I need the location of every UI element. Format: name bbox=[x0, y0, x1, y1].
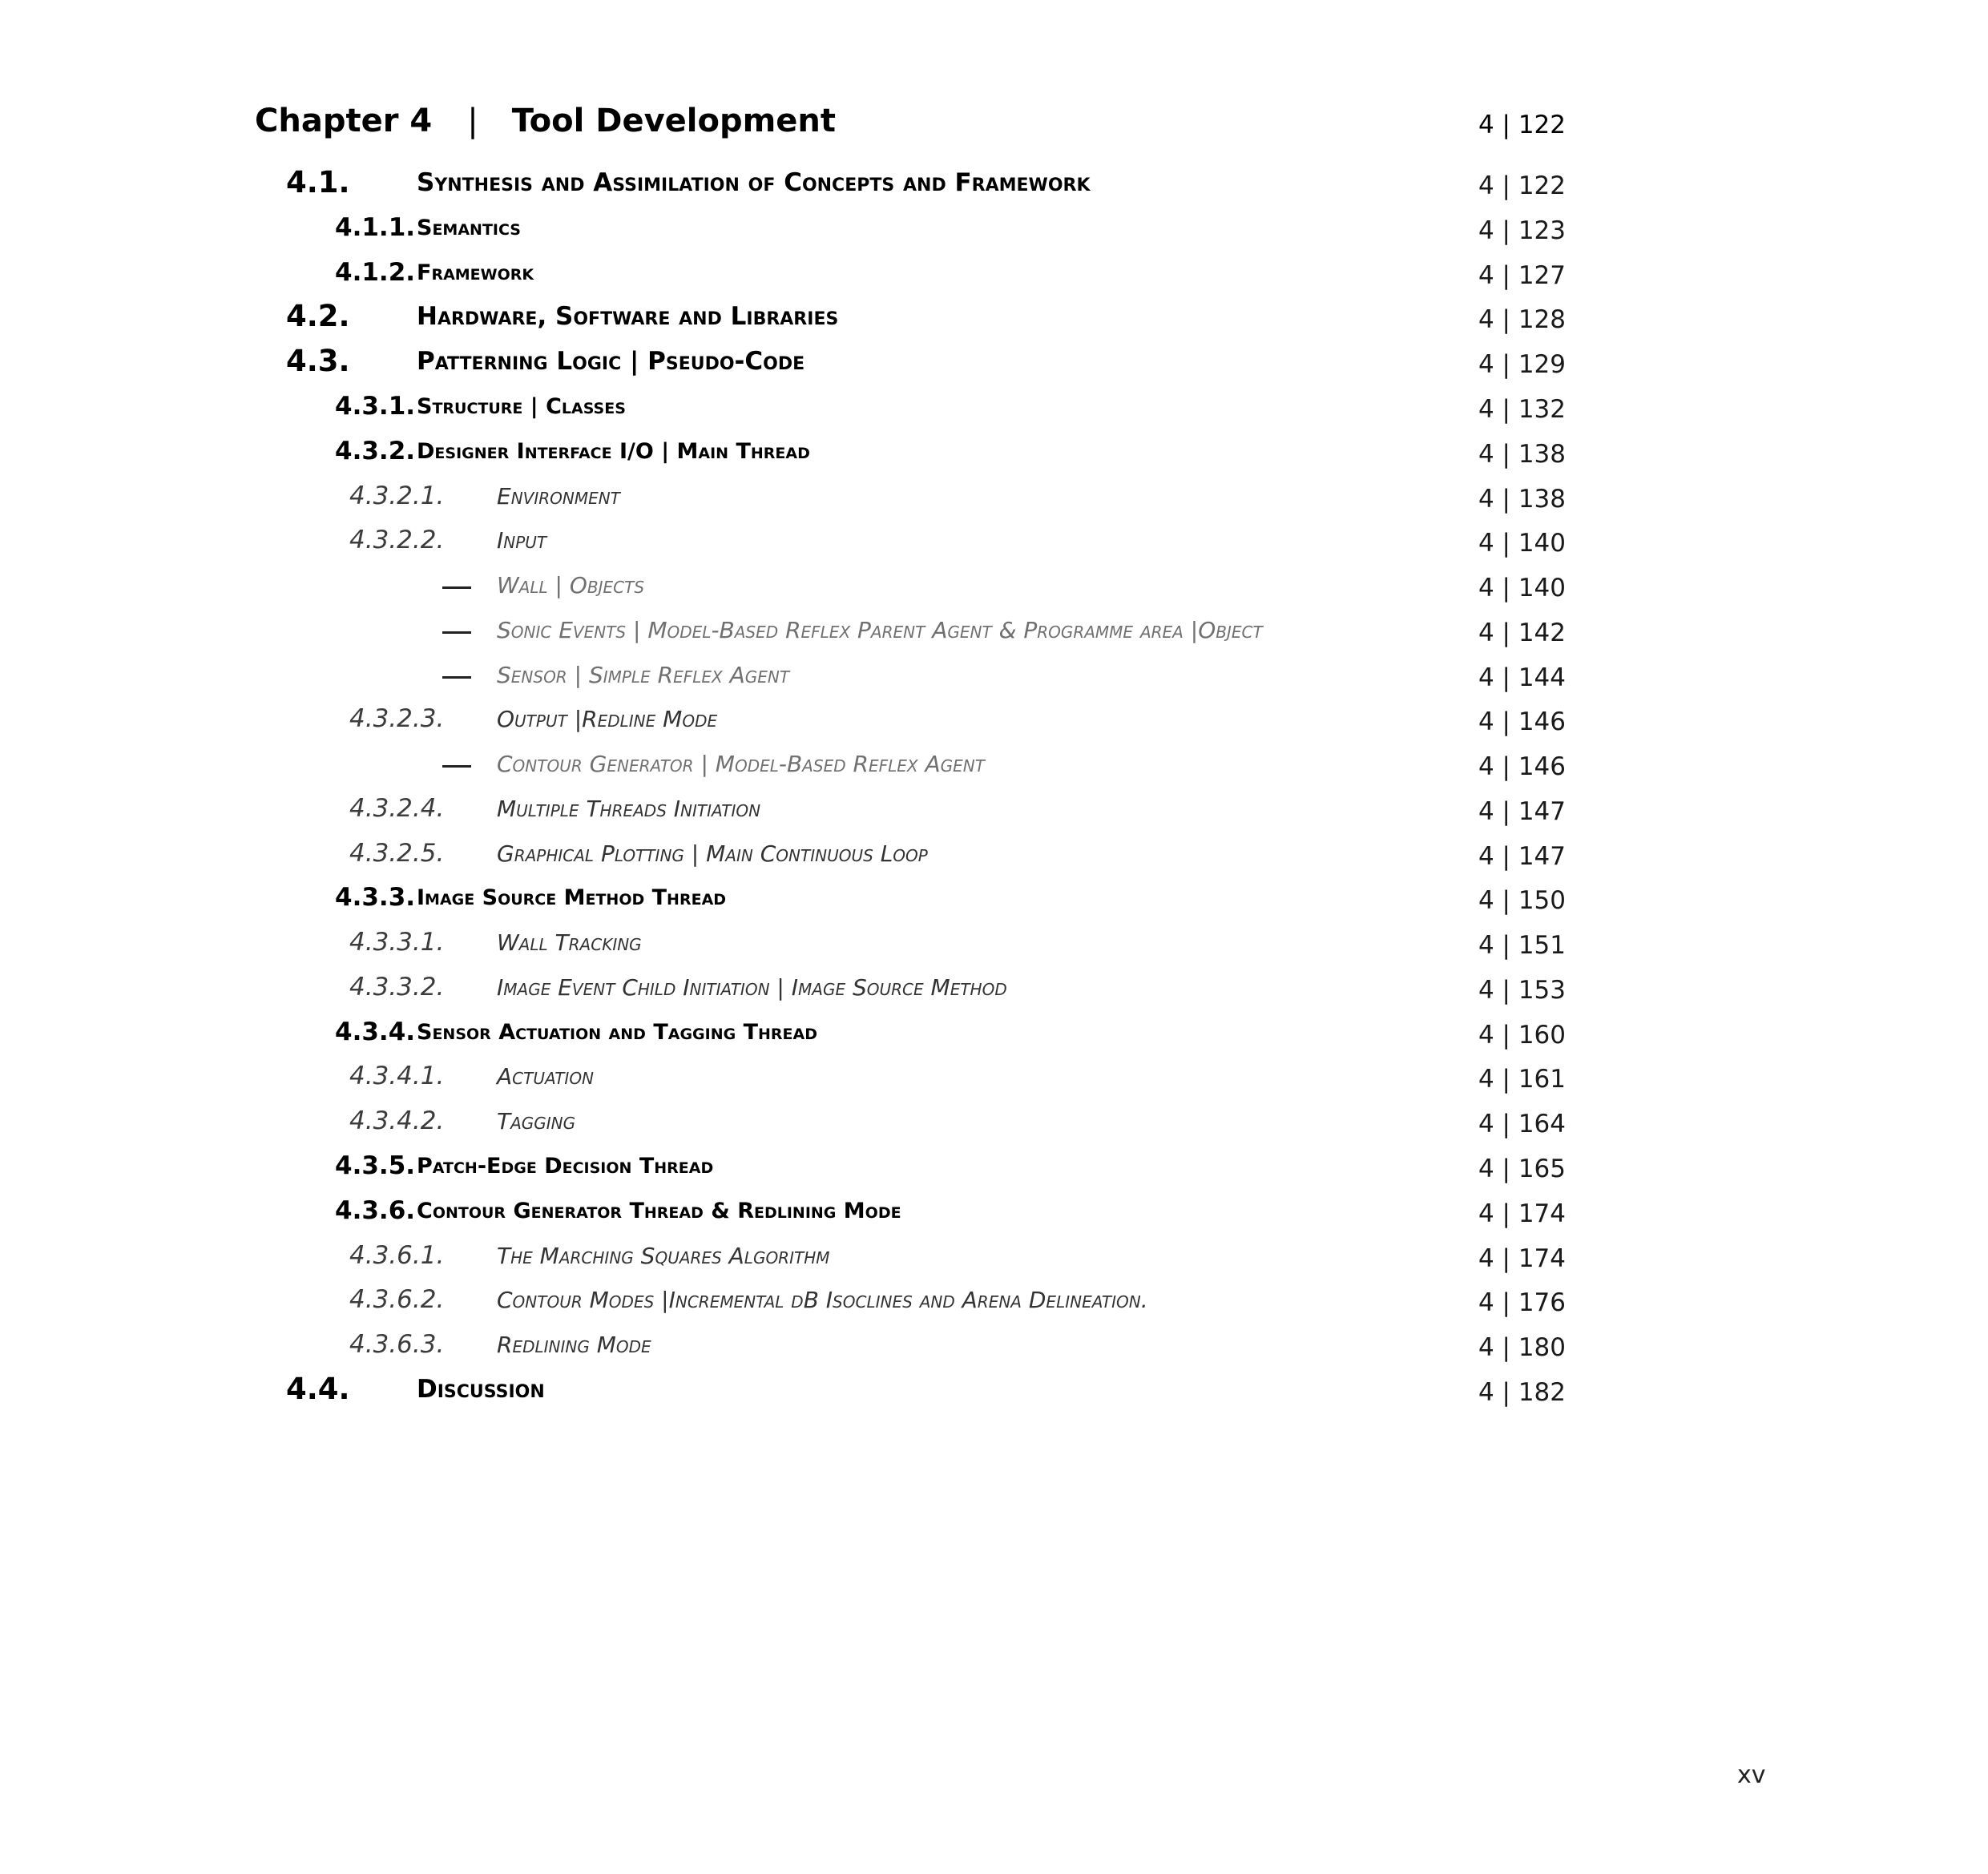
toc-entry-page: 4 | 144 bbox=[1478, 663, 1566, 692]
toc-entry-number: 4.1. bbox=[286, 165, 350, 199]
toc-entry-page: 4 | 122 bbox=[1478, 171, 1566, 200]
toc-entry-number: 4.3.6.2. bbox=[349, 1285, 445, 1314]
toc-entry[interactable] bbox=[0, 300, 1566, 341]
toc-entry-page: 4 | 182 bbox=[1478, 1378, 1566, 1407]
toc-entry-number: 4.3.2.5. bbox=[349, 839, 445, 868]
toc-entry[interactable] bbox=[0, 1328, 1566, 1368]
toc-entry-number: 4.3.6.1. bbox=[349, 1241, 445, 1270]
toc-entry[interactable] bbox=[0, 659, 1566, 699]
toc-entry-title: Graphical Plotting | Main Continuous Loop bbox=[497, 840, 928, 867]
toc-entry-title: The Marching Squares Algorithm bbox=[497, 1243, 830, 1269]
toc-entry-page: 4 | 127 bbox=[1478, 261, 1566, 290]
toc-entry-page: 4 | 174 bbox=[1478, 1244, 1566, 1273]
toc-entry[interactable] bbox=[0, 881, 1566, 921]
toc-entry-number: 4.3.3.2. bbox=[349, 973, 445, 1001]
chapter-title bbox=[255, 103, 836, 139]
toc-entry-page: 4 | 140 bbox=[1478, 574, 1566, 603]
toc-entry-page: 4 | 176 bbox=[1478, 1288, 1566, 1317]
toc-entry[interactable] bbox=[0, 748, 1566, 788]
toc-entry-number: 4.3.6.3. bbox=[349, 1330, 445, 1359]
toc-entry-page: 4 | 161 bbox=[1478, 1065, 1566, 1094]
toc-entry-page: 4 | 147 bbox=[1478, 842, 1566, 871]
toc-entry-number: 4.3.2.2. bbox=[349, 526, 445, 554]
toc-entry[interactable] bbox=[0, 703, 1566, 743]
toc-entry[interactable] bbox=[0, 1284, 1566, 1324]
toc-entry-page: 4 | 129 bbox=[1478, 350, 1566, 379]
chapter-page-ref: 4 | 122 bbox=[1478, 111, 1566, 139]
toc-entry[interactable] bbox=[0, 1373, 1566, 1413]
toc-entry[interactable] bbox=[0, 1060, 1566, 1100]
toc-entry[interactable] bbox=[0, 971, 1566, 1011]
toc-entry-title: Wall Tracking bbox=[497, 929, 642, 956]
toc-entry-number: 4.1.2. bbox=[335, 258, 416, 287]
toc-entry-number: 4.3.4.1. bbox=[349, 1062, 445, 1090]
chapter-name: Tool Development bbox=[511, 103, 837, 139]
chapter-separator: | bbox=[467, 103, 478, 139]
toc-entry-page: 4 | 160 bbox=[1478, 1021, 1566, 1050]
toc-entry-title: Patterning Logic | Pseudo-Code bbox=[417, 347, 805, 376]
toc-entry-page: 4 | 123 bbox=[1478, 216, 1566, 245]
toc-entry-title: Framework bbox=[417, 260, 534, 285]
toc-entry[interactable] bbox=[0, 1150, 1566, 1190]
page-number: xv bbox=[1737, 1761, 1766, 1789]
toc-entry[interactable] bbox=[0, 1195, 1566, 1235]
toc-entry-page: 4 | 140 bbox=[1478, 529, 1566, 558]
toc-entry[interactable] bbox=[0, 926, 1566, 966]
toc-entry[interactable] bbox=[0, 1239, 1566, 1280]
em-dash-bullet-icon bbox=[442, 631, 471, 634]
chapter-heading bbox=[255, 103, 1566, 151]
chapter-label: Chapter 4 bbox=[255, 103, 433, 139]
toc-entry-number: 4.3.2.3. bbox=[349, 704, 445, 733]
toc-entry-title: Designer Interface I/O | Main Thread bbox=[417, 439, 810, 464]
toc-entry-number: 4.3.5. bbox=[335, 1151, 416, 1180]
toc-entry-title: Input bbox=[497, 527, 547, 554]
toc-entry-number: 4.3.3. bbox=[335, 883, 416, 912]
toc-entry-title: Structure | Classes bbox=[417, 394, 626, 419]
toc-entry-number: 4.3. bbox=[286, 344, 350, 378]
toc-entry-page: 4 | 146 bbox=[1478, 752, 1566, 781]
toc-entry[interactable] bbox=[0, 256, 1566, 296]
toc-entry-title: Environment bbox=[497, 483, 620, 510]
toc-entry[interactable] bbox=[0, 435, 1566, 475]
toc-entry[interactable] bbox=[0, 837, 1566, 877]
toc-entry-title: Sensor Actuation and Tagging Thread bbox=[417, 1020, 818, 1045]
toc-entry-page: 4 | 153 bbox=[1478, 976, 1566, 1005]
toc-entry-number: 4.3.2. bbox=[335, 437, 416, 465]
toc-entry[interactable] bbox=[0, 212, 1566, 252]
toc-entry-number: 4.2. bbox=[286, 299, 350, 333]
toc-entry[interactable] bbox=[0, 345, 1566, 385]
toc-entry-title: Image Source Method Thread bbox=[417, 885, 727, 910]
toc-entry-title: Discussion bbox=[417, 1375, 545, 1404]
toc-entry-title: Tagging bbox=[497, 1108, 576, 1134]
toc-entry-page: 4 | 128 bbox=[1478, 305, 1566, 334]
em-dash-bullet-icon bbox=[442, 676, 471, 679]
toc-entry-number: 4.3.2.1. bbox=[349, 482, 445, 510]
toc-entry-number: 4.3.3.1. bbox=[349, 928, 445, 957]
toc-entry[interactable] bbox=[0, 1016, 1566, 1056]
toc-entry-title: Contour Generator | Model-Based Reflex Agent bbox=[497, 751, 985, 777]
toc-entry-page: 4 | 138 bbox=[1478, 485, 1566, 514]
toc-entry-title: Wall | Objects bbox=[497, 572, 645, 598]
toc-entry[interactable] bbox=[0, 792, 1566, 832]
em-dash-bullet-icon bbox=[442, 586, 471, 589]
em-dash-bullet-icon bbox=[442, 765, 471, 768]
toc-entry[interactable] bbox=[0, 524, 1566, 564]
toc-entry-page: 4 | 151 bbox=[1478, 931, 1566, 960]
toc-entry[interactable] bbox=[0, 1105, 1566, 1145]
toc-entry-page: 4 | 147 bbox=[1478, 797, 1566, 826]
toc-entry-number: 4.3.4. bbox=[335, 1018, 416, 1046]
toc-entry-number: 4.3.2.4. bbox=[349, 794, 445, 823]
toc-entry-page: 4 | 165 bbox=[1478, 1155, 1566, 1183]
toc-entry-page: 4 | 180 bbox=[1478, 1333, 1566, 1362]
toc-entry-page: 4 | 164 bbox=[1478, 1110, 1566, 1139]
toc-entry-number: 4.3.4.2. bbox=[349, 1106, 445, 1135]
toc-entry[interactable] bbox=[0, 390, 1566, 430]
toc-entry-page: 4 | 174 bbox=[1478, 1199, 1566, 1228]
toc-entry-page: 4 | 142 bbox=[1478, 619, 1566, 647]
toc-entry-title: Sensor | Simple Reflex Agent bbox=[497, 662, 790, 688]
toc-entry[interactable] bbox=[0, 614, 1566, 654]
toc-entry-page: 4 | 138 bbox=[1478, 440, 1566, 469]
toc-entry-title: Sonic Events | Model-Based Reflex Parent Agent & Programme area |Object bbox=[497, 617, 1263, 643]
toc-entry-title: Multiple Threads Initiation bbox=[497, 796, 761, 822]
toc-entry-page: 4 | 146 bbox=[1478, 707, 1566, 736]
toc-entry-title: Redlining Mode bbox=[497, 1332, 651, 1358]
toc-entry-title: Contour Modes |Incremental dB Isoclines and Arena Delineation. bbox=[497, 1287, 1148, 1313]
toc-entry-number: 4.1.1. bbox=[335, 213, 416, 242]
toc-entry-number: 4.3.6. bbox=[335, 1196, 416, 1225]
toc-entry-page: 4 | 150 bbox=[1478, 886, 1566, 915]
toc-entry-title: Actuation bbox=[497, 1063, 595, 1090]
toc-entry[interactable] bbox=[0, 569, 1566, 609]
toc-entry-title: Semantics bbox=[417, 216, 521, 240]
toc-entry-number: 4.4. bbox=[286, 1372, 350, 1406]
toc-entry-page: 4 | 132 bbox=[1478, 395, 1566, 424]
toc-entry-number: 4.3.1. bbox=[335, 392, 416, 421]
toc-entry[interactable] bbox=[0, 480, 1566, 520]
toc-entry-title: Output |Redline Mode bbox=[497, 706, 718, 732]
toc-entry-title: Image Event Child Initiation | Image Source Method bbox=[497, 974, 1007, 1001]
toc-entry-title: Synthesis and Assimilation of Concepts and Framework bbox=[417, 168, 1091, 197]
toc-entry-title: Hardware, Software and Libraries bbox=[417, 302, 839, 331]
toc-entry-title: Patch-Edge Decision Thread bbox=[417, 1154, 714, 1179]
toc-entry[interactable] bbox=[0, 167, 1566, 207]
toc-entry-title: Contour Generator Thread & Redlining Mode bbox=[417, 1199, 901, 1223]
